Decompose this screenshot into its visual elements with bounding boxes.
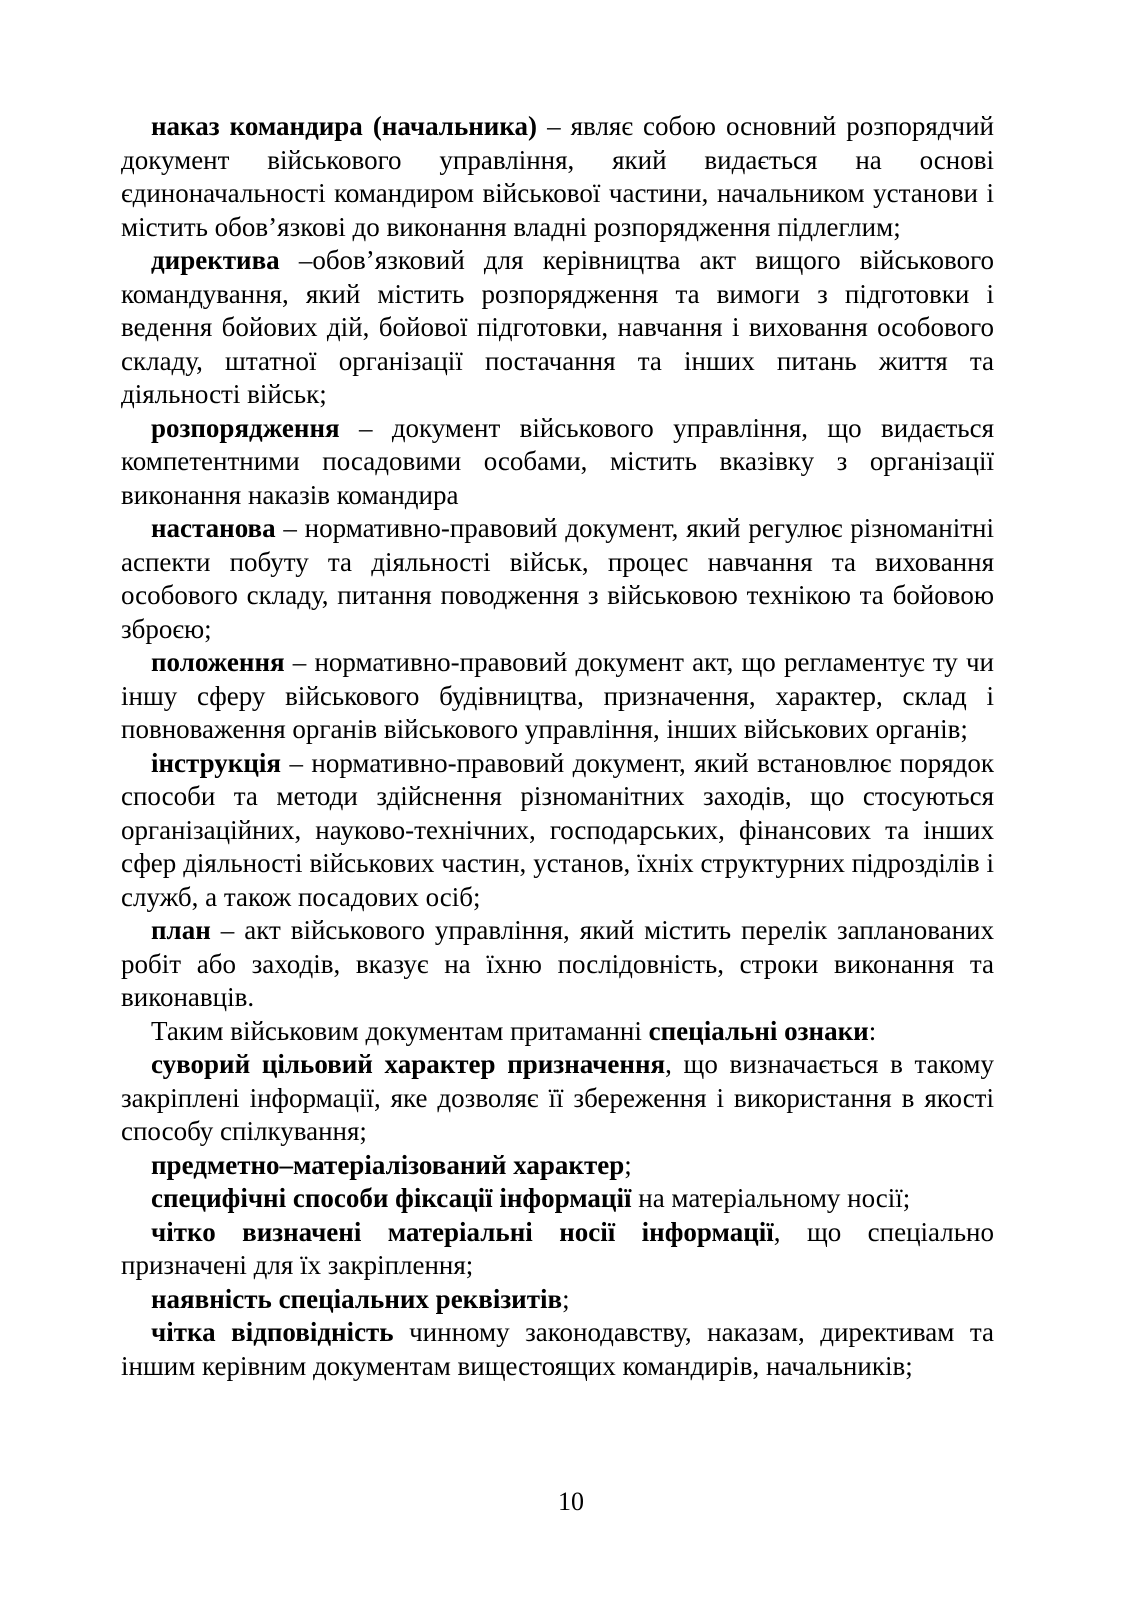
body-text: на матеріальному носії; [631,1183,911,1213]
term-bold: специфічні способи фіксації інформації [151,1183,632,1213]
paragraph [121,1149,994,1183]
paragraph [121,1316,994,1383]
paragraph [121,747,994,915]
term-bold: наявність спеціальних реквізитів [151,1283,563,1314]
term-bold: план [151,915,211,945]
paragraph [121,1182,994,1216]
body-text: – нормативно-правовий документ акт, що регламентує ту чи іншу сферу військового будівництва, призначення, характер, склад і повноваження органів військового управління, інших військових органів; [121,647,994,744]
body-text: – нормативно-правовий документ, який встановлює порядок способи та методи здійснення різноманітних заходів, що стосуються організаційних, науково-технічних, господарських, фінансових та інших сфер діяльності військових частин, установ, їхніх структурних підрозділів і служб, а також посадових осіб; [121,747,994,912]
term-bold: чітко визначені матеріальні носії інформації [151,1216,774,1247]
paragraph [121,646,994,747]
body-text: – нормативно-правовий документ, який регулює різноманітні аспекти побуту та діяльності військ, процес навчання та виховання особового складу, питання поводження з військовою технікою та бойовою зброєю; [121,513,994,644]
term-bold: чітка відповідність [151,1317,394,1347]
term-bold: предметно–матеріалізований характер [151,1149,625,1180]
body-text: Таким військовим документам притаманні [151,1015,649,1046]
term-bold: настанова [151,513,276,543]
page-body [121,110,994,1383]
paragraph [121,244,994,412]
body-text: –обов’язковий для керівництва акт вищого військового командування, який містить розпорядження та вимоги з підготовки і ведення бойових дій, бойової підготовки, навчання і виховання особового складу, штатної організації постачання та інших питань життя та діяльності військ; [121,245,994,409]
term-bold: директива [151,245,280,275]
term-bold: спеціальні ознаки [648,1015,869,1046]
paragraph [121,1048,994,1149]
paragraph [121,1216,994,1283]
paragraph [121,512,994,646]
paragraph [121,1015,994,1049]
term-bold: наказ командира (начальника) [151,111,537,141]
body-text: ; [624,1149,632,1180]
paragraph [121,412,994,513]
body-text: чинному законодавству, наказам, директивам та іншим керівним документам вищестоящих командирів, начальників; [121,1317,994,1381]
paragraph [121,1283,994,1317]
body-text: – являє собою основний розпорядчий документ військового управління, який видається на основі єдиноначальності командиром військової частини, начальником установи і містить обов’язкові до виконання владні розпорядження підлеглим; [121,111,994,242]
term-bold: положення [151,647,285,677]
body-text: , що визначається в такому закріплені інформації, яке дозволяє її збереження і використання в якості способу спілкування; [121,1049,994,1146]
body-text: – документ військового управління, що видається компетентними посадовими особами, містить вказівку з організації виконання наказів командира [121,412,994,510]
term-bold: суворий цільовий характер призначення [151,1049,666,1079]
body-text: – акт військового управління, який містить перелік запланованих робіт або заходів, вказує на їхню послідовність, строки виконання та виконавців. [121,915,994,1012]
body-text: : [868,1015,877,1046]
page-number: 10 [558,1487,584,1516]
paragraph [121,110,994,244]
body-text: , що спеціально призначені для їх закріплення; [121,1216,994,1280]
term-bold: розпорядження [151,412,340,443]
paragraph [121,914,994,1015]
term-bold: інструкція [151,747,282,778]
body-text: ; [562,1283,570,1314]
